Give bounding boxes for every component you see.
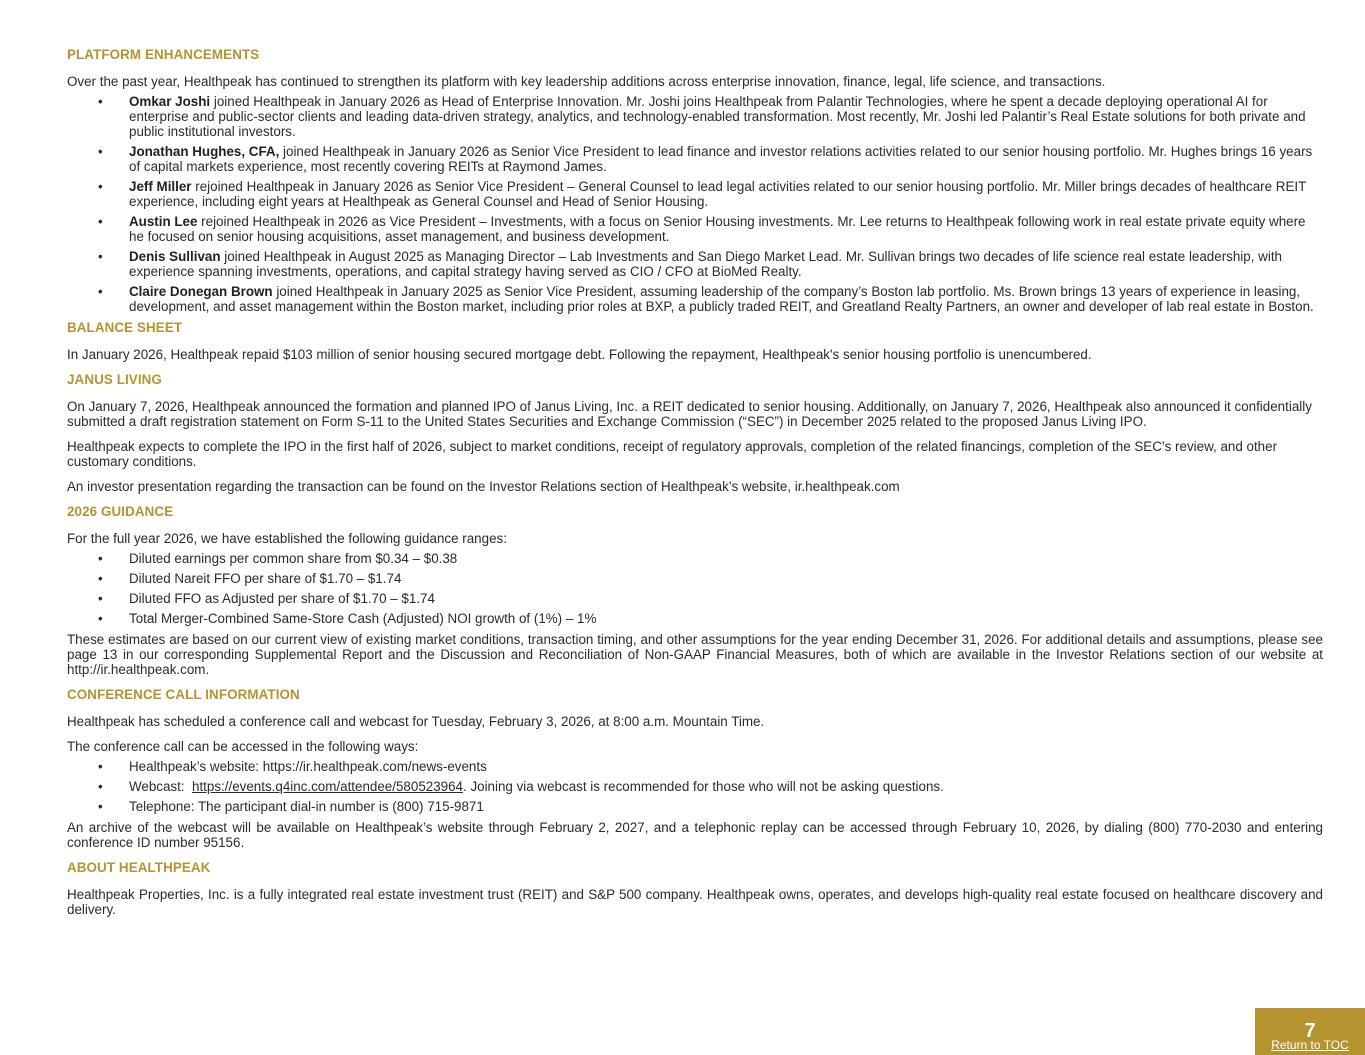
platform-intro: Over the past year, Healthpeak has continued to strengthen its platform with key leadership additions across enterprise innovation, finance, legal, life science, and transactions.: [67, 74, 1106, 89]
list-item: [67, 94, 1323, 139]
list-item: [67, 284, 1323, 314]
balance-sheet-text: In January 2026, Healthpeak repaid $103 million of senior housing secured mortgage debt. Following the repayment, Healthpeak's senior housing portfolio is unencumbered.: [67, 347, 1092, 362]
person-name: Omkar Joshi: [129, 94, 211, 109]
list-item: • Diluted earnings per common share from $0.34 – $0.38: [67, 551, 1323, 566]
person-description: joined Healthpeak in January 2026 as Head of Enterprise Innovation. Mr. Joshi joins Healthpeak from Palantir Technologies, where he spent a decade deploying operational AI for enterprise and public-sector clients and leading data-driven strategy, analytics, and technology-enabled transformation. Most recently, Mr. Joshi led Palantir’s Real Estate solutions for both private and public institutional investors.: [129, 94, 1306, 139]
webcast-prefix: Webcast:: [129, 779, 193, 794]
list-item: [67, 779, 1323, 794]
list-item: [67, 214, 1323, 244]
about-text: Healthpeak Properties, Inc. is a fully integrated real estate investment trust (REIT) and S&P 500 company. Healthpeak owns, operates, and develops high-quality real estate focused on healthcare discovery and delivery.: [67, 887, 1323, 917]
return-to-toc-box[interactable]: [1255, 1008, 1365, 1055]
person-name: Jeff Miller: [129, 179, 192, 194]
person-description: joined Healthpeak in January 2026 as Senior Vice President to lead finance and investor relations activities related to our senior housing portfolio. Mr. Hughes brings 16 years of capital markets experience, most recently covering REITs at Raymond James.: [129, 144, 1313, 174]
person-name: Jonathan Hughes, CFA,: [129, 144, 280, 159]
document-body: [67, 47, 1323, 927]
section-heading-platform: PLATFORM ENHANCEMENTS: [67, 47, 260, 62]
person-description: joined Healthpeak in August 2025 as Managing Director – Lab Investments and San Diego Market Lead. Mr. Sullivan brings two decades of life science real estate leadership, with experience spanning investments, operations, and capital strategy having served as CIO / CFO at BioMed Realty.: [129, 249, 1282, 279]
janus-paragraph-2: Healthpeak expects to complete the IPO in the first half of 2026, subject to market conditions, receipt of regulatory approvals, completion of the related financings, completion of the SEC’s review, and other customary conditions.: [67, 439, 1278, 469]
leadership-list: [67, 94, 1323, 314]
access-list: [67, 759, 1323, 814]
guidance-outro: These estimates are based on our current view of existing market conditions, transaction timing, and other assumptions for the year ending December 31, 2026. For additional details and assumptions, please see page 13 in our corresponding Supplemental Report and the Discussion and Reconciliation of Non-GAAP Financial Measures, both of which are available in the Investor Relations section of our website at http://ir.healthpeak.com.: [67, 632, 1323, 677]
list-item: [67, 144, 1323, 174]
list-item: • Healthpeak’s website: https://ir.healthpeak.com/news-events: [67, 759, 1323, 774]
conference-paragraph-2: The conference call can be accessed in the following ways:: [67, 739, 419, 754]
return-to-toc-link[interactable]: Return to TOC: [1271, 1038, 1349, 1052]
section-heading-janus-living: JANUS LIVING: [67, 372, 162, 387]
person-description: joined Healthpeak in January 2025 as Senior Vice President, assuming leadership of the company’s Boston lab portfolio. Ms. Brown brings 13 years of experience in leasing, development, and asset management within the Boston market, including prior roles at BXP, a publicly traded REIT, and Greatland Realty Partners, an owner and developer of lab real estate in Boston.: [129, 284, 1314, 314]
conference-paragraph-1: Healthpeak has scheduled a conference call and webcast for Tuesday, February 3, 2026, at 8:00 a.m. Mountain Time.: [67, 714, 765, 729]
section-heading-conference-call: CONFERENCE CALL INFORMATION: [67, 687, 300, 702]
person-name: Claire Donegan Brown: [129, 284, 273, 299]
list-item: [67, 249, 1323, 279]
section-heading-balance-sheet: BALANCE SHEET: [67, 320, 183, 335]
person-name: Austin Lee: [129, 214, 198, 229]
list-item: • Telephone: The participant dial-in number is (800) 715-9871: [67, 799, 1323, 814]
list-item: • Diluted FFO as Adjusted per share of $1.70 – $1.74: [67, 591, 1323, 606]
person-description: rejoined Healthpeak in 2026 as Vice President – Investments, with a focus on Senior Housing investments. Mr. Lee returns to Healthpeak following work in real estate private equity where he focused on senior housing acquisitions, asset management, and business development.: [129, 214, 1306, 244]
section-heading-guidance: 2026 GUIDANCE: [67, 504, 174, 519]
person-name: Denis Sullivan: [129, 249, 221, 264]
list-item: • Total Merger-Combined Same-Store Cash (Adjusted) NOI growth of (1%) – 1%: [67, 611, 1323, 626]
janus-paragraph-3: An investor presentation regarding the transaction can be found on the Investor Relations section of Healthpeak’s website, ir.healthpeak.com: [67, 479, 900, 494]
person-description: rejoined Healthpeak in January 2026 as Senior Vice President – General Counsel to lead legal activities related to our senior housing portfolio. Mr. Miller brings decades of healthcare REIT experience, including eight years at Healthpeak as General Counsel and Head of Senior Housing.: [129, 179, 1307, 209]
section-heading-about: ABOUT HEALTHPEAK: [67, 860, 211, 875]
guidance-intro: For the full year 2026, we have established the following guidance ranges:: [67, 531, 507, 546]
webcast-link[interactable]: https://events.q4inc.com/attendee/580523964: [192, 779, 463, 794]
archive-text: An archive of the webcast will be available on Healthpeak’s website through February 2, 2027, and a telephonic replay can be accessed through February 10, 2026, by dialing (800) 770-2030 and entering conference ID number 95156.: [67, 820, 1323, 850]
list-item: • Diluted Nareit FFO per share of $1.70 – $1.74: [67, 571, 1323, 586]
list-item: [67, 179, 1323, 209]
guidance-list: [67, 551, 1323, 626]
webcast-suffix: . Joining via webcast is recommended for those who will not be asking questions.: [463, 779, 944, 794]
page-number: 7: [1304, 1020, 1316, 1042]
janus-paragraph-1: On January 7, 2026, Healthpeak announced the formation and planned IPO of Janus Living, Inc. a REIT dedicated to senior housing. Additionally, on January 7, 2026, Healthpeak also announced it confidentially submitted a draft registration statement on Form S-11 to the United States Securities and Exchange Commission (“SEC”) in December 2025 related to the proposed Janus Living IPO.: [67, 399, 1312, 429]
